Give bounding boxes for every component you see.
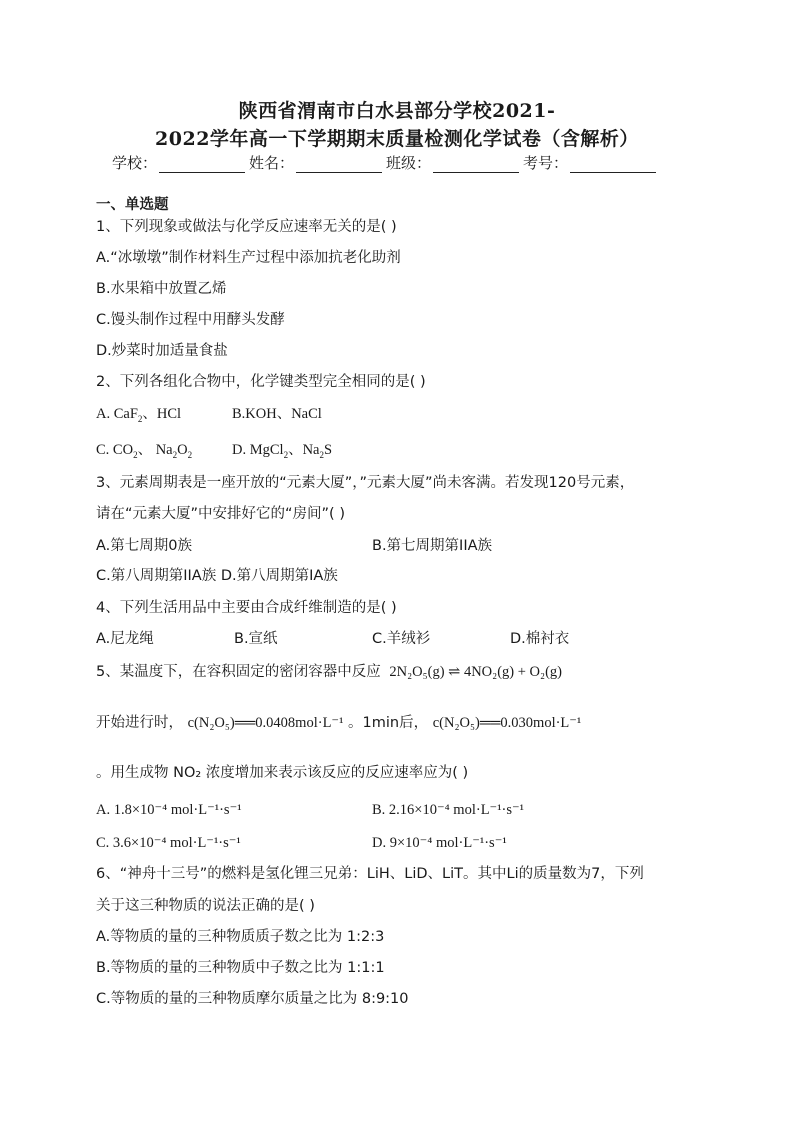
q1-stem: 1、下列现象或做法与化学反应速率无关的是( ) xyxy=(96,219,397,235)
q2-option-b: B.KOH、NaCl xyxy=(232,406,322,422)
exam-number-blank[interactable] xyxy=(570,156,656,173)
q3-stem-line-2: 请在“元素大厦”中安排好它的“房间”( ) xyxy=(96,506,345,522)
q2-option-d xyxy=(232,440,332,465)
q4-option-b: B.宣纸 xyxy=(234,631,278,647)
school-label: 学校： xyxy=(112,154,158,172)
q6-stem-line-2: 关于这三种物质的说法正确的是( ) xyxy=(96,898,315,914)
q5-stem-text: 5、某温度下，在容积固定的密闭容器中反应 xyxy=(96,664,381,680)
class-blank[interactable] xyxy=(433,156,519,173)
q2-d-sub2: 2 xyxy=(319,449,324,460)
q3-stem-line-1: 3、元素周期表是一座开放的“元素大厦”，”元素大厦”尚未客满。若发现120号元素， xyxy=(96,475,635,491)
school-blank[interactable] xyxy=(159,156,245,173)
class-label: 班级： xyxy=(386,154,432,172)
q2-d-mid: 、Na xyxy=(288,442,320,458)
q5-initial-conc: c(N₂O₅)══0.0408mol·L⁻¹ xyxy=(187,715,344,731)
q5-line-3: 。用生成物 NO₂ 浓度增加来表示该反应的反应速率应为( ) xyxy=(96,765,469,781)
q6-option-b: B.等物质的量的三种物质中子数之比为 1:1:1 xyxy=(96,960,385,976)
name-blank[interactable] xyxy=(296,156,382,173)
student-info-fields xyxy=(110,152,690,173)
q6-option-a: A.等物质的量的三种物质质子数之比为 1:2:3 xyxy=(96,929,385,945)
title-line-1: 陕西省渭南市白水县部分学校2021- xyxy=(238,100,556,122)
q2-option-a xyxy=(96,404,181,429)
q6-option-c: C.等物质的量的三种物质摩尔质量之比为 8:9:10 xyxy=(96,991,409,1007)
q2-stem: 2、下列各组化合物中，化学键类型完全相同的是( ) xyxy=(96,374,426,390)
q2-c-text: C. CO xyxy=(96,442,134,458)
q6-stem-line-1: 6、“神舟十三号”的燃料是氢化锂三兄弟：LiH、LiD、LiT。其中Li的质量数为7，下列 xyxy=(96,866,644,882)
q4-stem: 4、下列生活用品中主要由合成纤维制造的是( ) xyxy=(96,600,397,616)
q5-option-b: B. 2.16×10⁻⁴ mol·L⁻¹·s⁻¹ xyxy=(372,802,525,818)
q2-option-c xyxy=(96,440,192,465)
q4-option-d: D.棉衬衣 xyxy=(510,631,570,647)
q2-c-sub2: 2 xyxy=(172,449,178,460)
q2-c-mid: 、 Na xyxy=(137,442,173,458)
q4-option-a: A.尼龙绳 xyxy=(96,631,154,647)
q3-option-a: A.第七周期0族 xyxy=(96,538,192,554)
q2-a-text: A. CaF xyxy=(96,406,138,422)
q2-a-post: 、HCl xyxy=(142,406,182,422)
q3-options-cd: C.第八周期第IIA族 D.第八周期第IA族 xyxy=(96,568,338,584)
q2-c-sub3: 2 xyxy=(187,449,193,460)
q3-option-b: B.第七周期第IIA族 xyxy=(372,538,493,554)
q5-option-d: D. 9×10⁻⁴ mol·L⁻¹·s⁻¹ xyxy=(372,835,507,851)
q2-d-post: S xyxy=(324,442,333,458)
q1-option-c: C.馒头制作过程中用酵头发酵 xyxy=(96,312,285,328)
q1-option-a: A.“冰墩墩”制作材料生产过程中添加抗老化助剂 xyxy=(96,250,401,266)
q2-d-sub1: 2 xyxy=(283,449,289,460)
q1-option-b: B.水果箱中放置乙烯 xyxy=(96,281,227,297)
q2-d-text: D. MgCl xyxy=(232,442,284,458)
q4-option-c: C.羊绒衫 xyxy=(372,631,431,647)
q5-stem xyxy=(96,662,562,682)
q5-reaction: 2N₂O₅(g) ⇌ 4NO₂(g) + O₂(g) xyxy=(389,664,562,680)
q5-line-2 xyxy=(96,713,581,733)
q2-a-sub: 2 xyxy=(137,413,143,424)
q2-c-o: O xyxy=(177,442,188,458)
name-label: 姓名： xyxy=(249,154,295,172)
q5-option-c: C. 3.6×10⁻⁴ mol·L⁻¹·s⁻¹ xyxy=(96,835,241,851)
q2-c-sub1: 2 xyxy=(133,449,138,460)
q5-start-text: 开始进行时， xyxy=(96,715,183,731)
exam-number-label: 考号： xyxy=(523,154,569,172)
q5-option-a: A. 1.8×10⁻⁴ mol·L⁻¹·s⁻¹ xyxy=(96,802,242,818)
q1-option-d: D.炒菜时加适量食盐 xyxy=(96,343,228,359)
section-title: 一、单选题 xyxy=(96,197,169,213)
title-line-2: 2022学年高一下学期期末质量检测化学试卷（含解析） xyxy=(155,128,639,150)
q5-after-text: 。1min后， xyxy=(348,715,429,731)
q5-final-conc: c(N₂O₅)══0.030mol·L⁻¹ xyxy=(432,715,582,731)
